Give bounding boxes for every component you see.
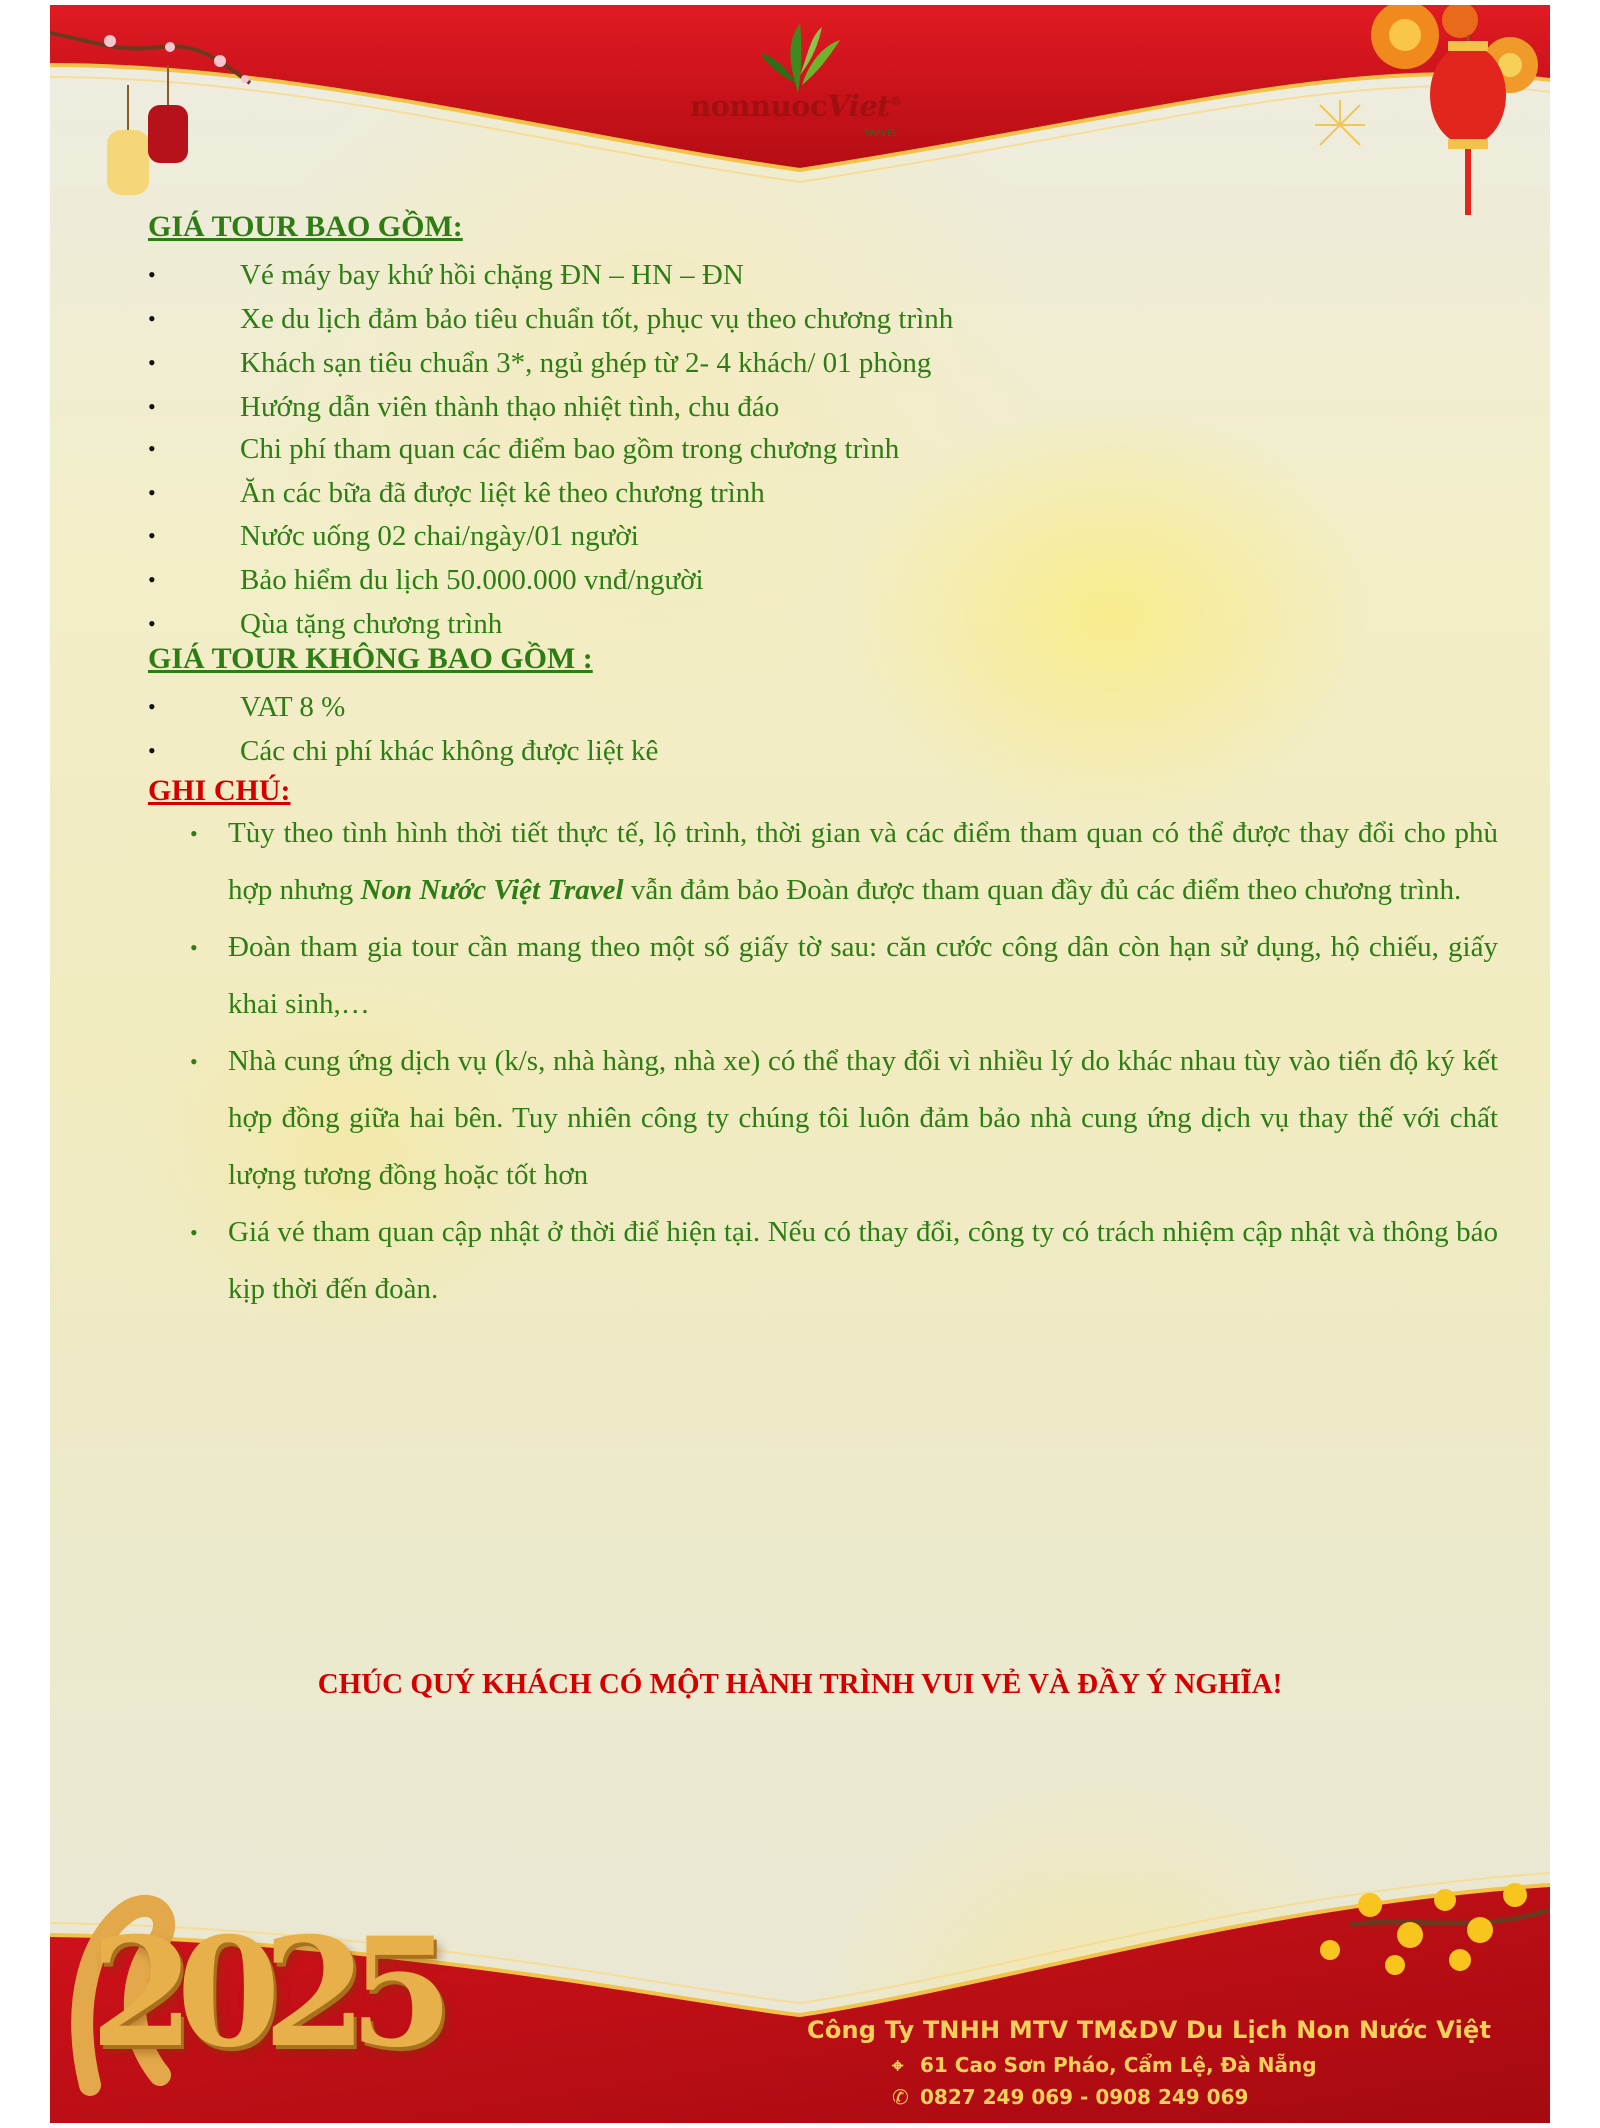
- page: nonnuocViet® TRAVEL GIÁ TOUR BAO GỒM: • Vé máy bay khứ hồi chặng ĐN – HN – ĐN • Xe du lịch đảm bảo tiêu chuẩn tốt, phục vụ theo chương trình • Khách sạn tiêu chuẩn 3*, ngủ ghép từ 2- 4 khách/ 01 phòng • Hướng dẫn viên thành thạo nhiệt tình, chu đáo • Chi phí tham quan các điểm bao gồm trong chương trình • Ăn các bữa đã được liệt kê theo chương trình • Nước uống 02 chai/ngày/01 người • Bảo hiểm du lịch 50.000.000 vnđ/người • Qùa tặng chương trình GIÁ TOUR KHÔNG BAO GỒM : • VAT 8 % • Các chi phí khác không được liệt kê GHI CHÚ: • Tùy theo tình hình thời tiết thực tế, lộ trình, thời gian và các điểm tham quan có thể được thay đổi cho phù hợp nhưng Non Nước Việt Travel vẫn đảm bảo Đoàn được tham quan đầy đủ các điểm theo chương trình. • Đoàn tham gia tour cần mang theo một số giấy tờ sau: căn cước công dân còn hạn sử dụng, hộ chiếu, giấy khai sinh,… • Nhà cung ứng dịch vụ (k/s, nhà hàng, nhà xe) có thể thay đổi vì nhiều lý do khác nhau tùy vào tiến độ ký kết hợp đồng giữa hai bên. Tuy nhiên công ty chúng tôi luôn đảm bảo nhà cung ứng dịch vụ thay thế với chất lượng tương đồng hoặc tốt hơn • Giá vé tham quan cập nhật ở thời điể hiện tại. Nếu có thay đổi, công ty có trách nhiệm cập nhật và thông báo kịp thời đến đoàn. CHÚC QUÝ KHÁCH CÓ MỘT HÀNH TRÌNH VUI VẺ VÀ ĐẦY Ý NGHĨA! 2025 Công Ty TNHH MTV TM&DV Du Lịch Non Nước Việt ⌖ 61 Cao Sơn Pháo, Cẩm Lệ, Đà Nẵng ✆ 0827 249 069 - 0908 249 069: [50, 5, 1550, 2123]
- bullet-icon: •: [148, 694, 156, 719]
- bullet-icon: •: [148, 350, 156, 375]
- footer-company-name: Công Ty TNHH MTV TM&DV Du Lịch Non Nước Việt: [807, 2016, 1492, 2044]
- bullet-icon: •: [148, 738, 156, 763]
- footer-address: ⌖ 61 Cao Sơn Pháo, Cẩm Lệ, Đà Nẵng: [892, 2053, 1317, 2077]
- note-item: • Nhà cung ứng dịch vụ (k/s, nhà hàng, nhà xe) có thể thay đổi vì nhiều lý do khác nhau tùy vào tiến độ ký kết hợp đồng giữa hai bên. Tuy nhiên công ty chúng tôi luôn đảm bảo nhà cung ứng dịch vụ thay thế với chất lượng tương đồng hoặc tốt hơn: [148, 1033, 1498, 1204]
- brand-logo: [690, 15, 910, 150]
- closing-message: CHÚC QUÝ KHÁCH CÓ MỘT HÀNH TRÌNH VUI VẺ VÀ ĐẦY Ý NGHĨA!: [317, 1668, 1283, 1700]
- location-pin-icon: ⌖: [892, 2053, 904, 2077]
- bullet-icon: •: [148, 306, 156, 331]
- bullet-icon: •: [190, 821, 198, 846]
- bullet-icon: •: [148, 436, 156, 461]
- footer-phones: ✆ 0827 249 069 - 0908 249 069: [892, 2085, 1249, 2109]
- bullet-icon: •: [148, 611, 156, 636]
- bullet-icon: •: [148, 567, 156, 592]
- excluded-heading: GIÁ TOUR KHÔNG BAO GỒM :: [148, 642, 593, 675]
- notes-list: [148, 805, 1498, 1318]
- leaf-logo-icon: [690, 15, 910, 95]
- bullet-icon: •: [190, 935, 198, 960]
- bullet-icon: •: [190, 1049, 198, 1074]
- logo-subtitle: TRAVEL: [864, 129, 898, 139]
- bullet-icon: •: [148, 480, 156, 505]
- bullet-icon: •: [148, 394, 156, 419]
- bullet-icon: •: [148, 523, 156, 548]
- brand-name: Non Nước Việt Travel: [360, 874, 624, 906]
- included-heading: GIÁ TOUR BAO GỒM:: [148, 210, 463, 243]
- note-item: • Tùy theo tình hình thời tiết thực tế, lộ trình, thời gian và các điểm tham quan có thể được thay đổi cho phù hợp nhưng Non Nước Việt Travel vẫn đảm bảo Đoàn được tham quan đầy đủ các điểm theo chương trình.: [148, 805, 1498, 919]
- logo-wordmark: nonnuocViet®: [690, 89, 902, 123]
- phone-icon: ✆: [892, 2085, 909, 2109]
- year-artwork: 2025: [90, 1905, 436, 2081]
- notes-heading: GHI CHÚ:: [148, 774, 291, 807]
- note-item: • Giá vé tham quan cập nhật ở thời điể hiện tại. Nếu có thay đổi, công ty có trách nhiệm cập nhật và thông báo kịp thời đến đoàn.: [148, 1204, 1498, 1318]
- bullet-icon: •: [148, 262, 156, 287]
- bullet-icon: •: [190, 1220, 198, 1245]
- note-item: • Đoàn tham gia tour cần mang theo một số giấy tờ sau: căn cước công dân còn hạn sử dụng, hộ chiếu, giấy khai sinh,…: [148, 919, 1498, 1033]
